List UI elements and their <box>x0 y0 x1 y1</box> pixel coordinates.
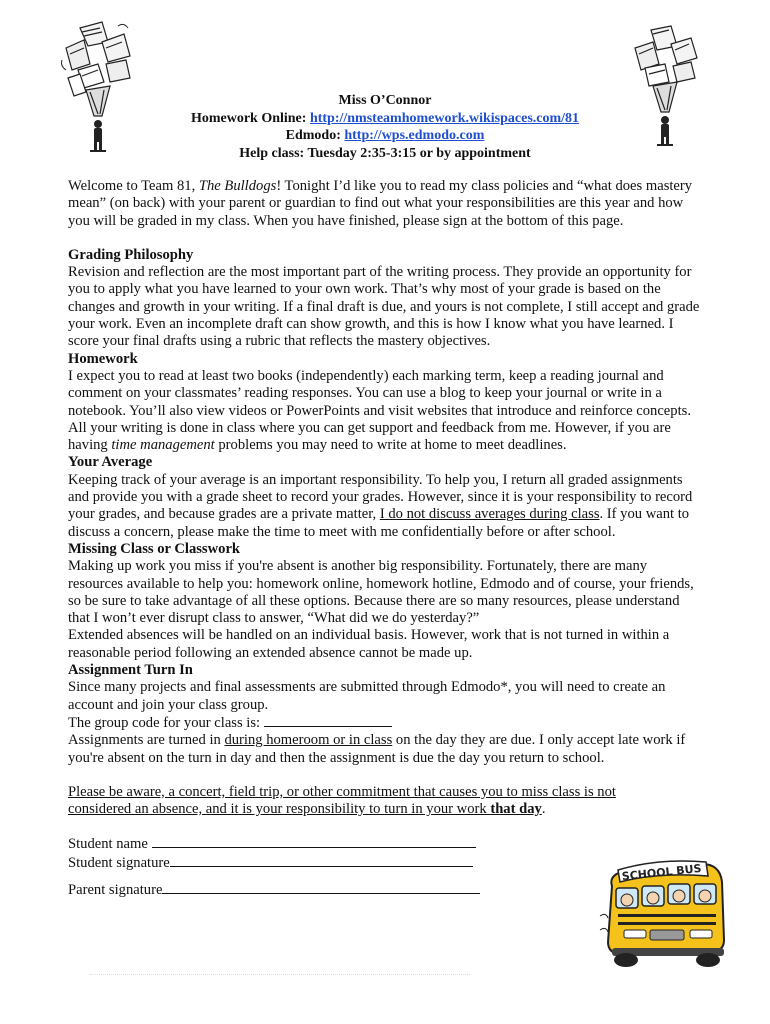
group-code-line <box>68 714 704 732</box>
extended-absence-paragraph: Extended absences will be handled on an individual basis. However, work that is not turned in within a reasonable period following an extended absence cannot be made up. <box>68 627 670 661</box>
section-heading-missing: Missing Class or Classwork <box>68 540 241 557</box>
homework-text-end: problems you may need to write at home to meet deadlines. <box>214 437 567 454</box>
section-heading-average: Your Average <box>68 454 153 471</box>
group-code-blank[interactable] <box>264 714 392 727</box>
missing-paragraph: Making up work you miss if you're absent is another big responsibility. Fortunately, there are many resources available to help you: homework online, homework hotline, Edmodo and of course, your friends, so be sure to take advantage of all these options. Because there are so many resources, please understand that I won’t ever disrupt class to answer, “What did we do yesterday?” <box>68 558 694 627</box>
document-body <box>68 178 704 899</box>
student-with-papers-clipart <box>58 20 138 155</box>
intro-text-continued: ! Tonight I’d like you to read my class policies and “what does mastery mean” (on back) with your parent or guardian to find out what your responsibilities are this year and how you will be graded in my class. When you have finished, please sign at the bottom of this page. <box>68 178 693 229</box>
homework-paragraph <box>68 368 704 454</box>
student-name-line <box>68 835 704 853</box>
section-heading-homework: Homework <box>68 350 138 367</box>
team-name: The Bulldogs <box>198 178 277 194</box>
homework-online-label: Homework Online: <box>190 110 310 126</box>
student-name-blank[interactable] <box>152 835 476 848</box>
edmodo-link[interactable]: http://wps.edmodo.com <box>344 128 485 143</box>
intro-paragraph <box>68 178 704 230</box>
average-paragraph <box>68 472 704 541</box>
notice-paragraph <box>68 784 658 819</box>
homework-online-link[interactable]: http://nmsteamhomework.wikispaces.com/81 <box>309 110 580 126</box>
student-name-label: Student name <box>68 836 152 853</box>
turnin-paragraph: Since many projects and final assessments are submitted through Edmodo*, you will need to create an account and join your class group. <box>68 679 666 713</box>
notice-end: . <box>541 801 546 818</box>
parent-signature-blank[interactable] <box>162 881 480 894</box>
turnin-rules-end: on the day they are due. I only accept late work if you're absent on the turn in day and then the assignment is due the day you return to school. <box>68 732 686 766</box>
homework-online-line <box>130 110 640 128</box>
student-signature-label: Student signature <box>68 854 170 871</box>
turnin-underlined: during homeroom or in class <box>224 732 393 749</box>
school-bus-clipart <box>598 856 728 968</box>
turnin-rules-paragraph <box>68 732 704 767</box>
average-underlined: I do not discuss averages during class <box>379 506 600 523</box>
section-heading-turnin: Assignment Turn In <box>68 662 193 679</box>
section-heading-grading: Grading Philosophy <box>68 246 194 263</box>
average-text-end: . If you want to discuss a concern, please make the time to meet with me confidentially before or after school. <box>68 506 690 540</box>
notice-text: Please be aware, a concert, field trip, or other commitment that causes you to miss class is not considered an absence, and it is your responsibility to turn in your work <box>68 783 616 818</box>
group-code-label: The group code for your class is: <box>68 714 264 731</box>
notice-bold: that day <box>490 801 542 818</box>
homework-text: I expect you to read at least two books (independently) each marking term, keep a reading journal and comment on your classmates’ reading responses. You can use a blog to keep your journal or write in a notebook. You’ll also view videos or PowerPoints and visit websites that introduce and reinforce concepts. All your writing is done in class where you can get support and feedback from me. However, if you are having <box>68 367 691 454</box>
parent-signature-label: Parent signature <box>68 881 163 898</box>
document-header <box>130 92 640 162</box>
edmodo-line <box>130 127 640 145</box>
turnin-rules-text: Assignments are turned in <box>68 732 225 749</box>
help-class-line: Help class: Tuesday 2:35-3:15 or by appointment <box>239 145 531 161</box>
grading-paragraph: Revision and reflection are the most important part of the writing process. They provide an opportunity for you to apply what you have learned to your own work. That’s why most of your grade is based on the changes and growth in your writing. If a final draft is due, and yours is not complete, I still accept and grade your work. Even an incomplete draft can show growth, and this is how I know what you have learned. I score your final drafts using a rubric that reflects the mastery objectives. <box>68 264 700 350</box>
average-text: Keeping track of your average is an important responsibility. To help you, I return all graded assignments and provide you with a grade sheet to record your grades. However, since it is your responsibility to record your grades, and because grades are a private matter, <box>68 471 693 523</box>
homework-emphasis: time management <box>111 437 215 454</box>
student-signature-blank[interactable] <box>170 854 473 867</box>
bus-sign-text: SCHOOL BUS <box>621 861 703 884</box>
intro-text: Welcome to Team 81, <box>68 178 199 194</box>
faded-footnote-line <box>90 966 470 975</box>
edmodo-label: Edmodo: <box>285 128 345 143</box>
teacher-name: Miss O’Connor <box>338 93 432 108</box>
